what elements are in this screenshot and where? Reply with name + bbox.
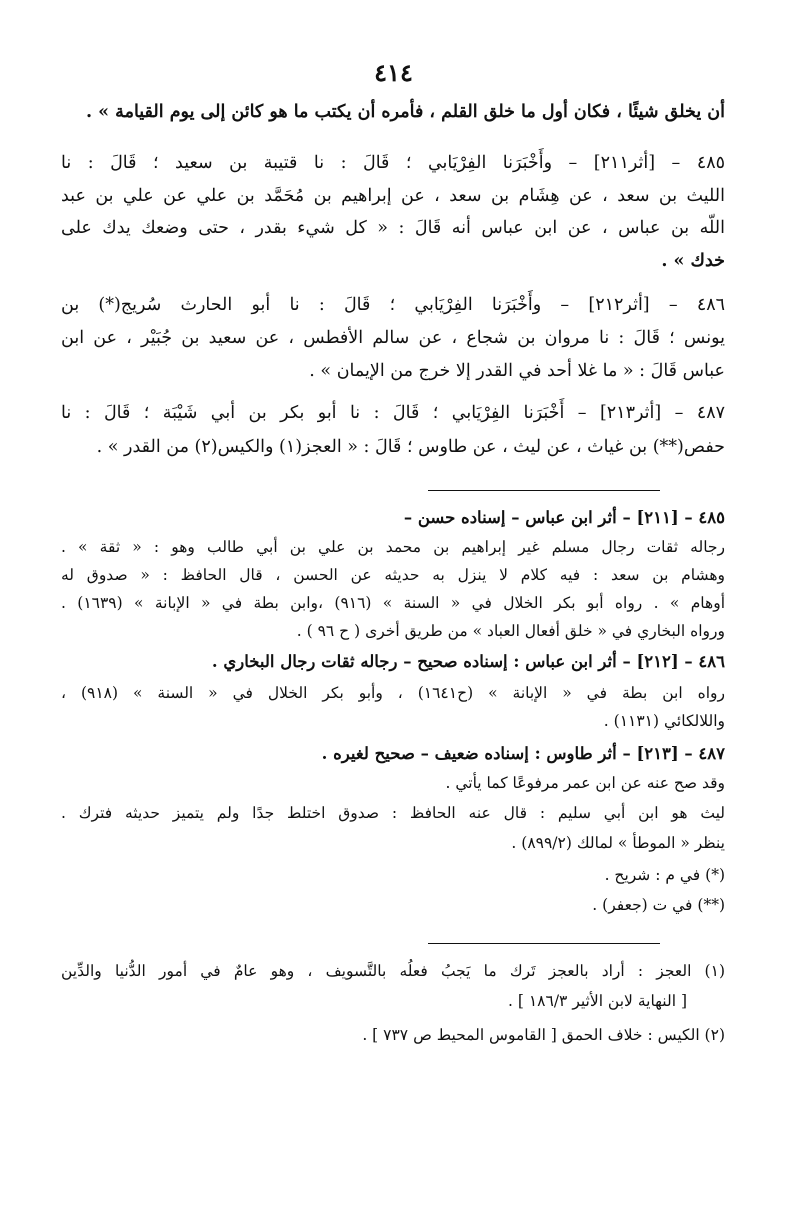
entry-485-line-1: ٤٨٥ – [أثر٢١١] – وأَخْبَرَنا الفِرْيَابي ؛ قَالَ : نا قتيبة بن سعيد ؛ قَالَ : نا [61,153,726,173]
footnote-1: (١) العجز : أراد بالعجز تَرك ما يَجبُ فعلُه بالتَّسويف ، وهو عامٌ في أمور الدُّنيا والدِّين [61,962,725,980]
notes-separator [428,490,660,491]
opening-line: أن يخلق شيئًا ، فكان أول ما خلق القلم ، فأمره أن يكتب ما هو كائن إلى يوم القيامة » . [85,102,725,122]
entry-487-line-2: حفص(**) بن غياث ، عن ليث ، عن طاوس ؛ قَالَ : « العجز(١) والكيس(٢) من القدر » . [96,437,725,457]
note-486-line-1: رواه ابن بطة في « الإبانة » (ح١٦٤١) ، وأبو بكر الخلال في « السنة » (٩١٨) ، [61,684,725,702]
entry-487-line-1: ٤٨٧ – [أثر٢١٣] – أَخْبَرَنا الفِرْيَابي ؛ قَالَ : نا أبو بكر بن أبي شَيْبَة ؛ قَالَ : نا [61,403,726,423]
note-487-line-2: ليث هو ابن أبي سليم : قال عنه الحافظ : صدوق اختلط جدًا ولم يتميز حديثه فترك . [61,804,725,822]
page-number: ٤١٤ [374,58,413,87]
mark-note-2: (**) في ت (جعفر) . [592,896,725,914]
note-487-line-1: وقد صح عنه عن ابن عمر مرفوعًا كما يأتي . [445,774,725,792]
entry-486-line-3: عباس قَالَ : « ما غلا أحد في القدر إلا خرج من الإيمان » . [309,361,725,381]
note-485-heading: ٤٨٥ – [٢١١] – أثر ابن عباس – إسناده حسن – [403,508,725,527]
note-485-line-1: رجاله ثقات رجال مسلم غير إبراهيم بن محمد بن علي بن أبي طالب وهو : « ثقة » . [61,538,725,556]
entry-485-line-4: خدك » . [661,251,725,271]
mark-note-1: (*) في م : شريح . [604,866,725,884]
entry-486-line-2: يونس ؛ قَالَ : نا مروان بن شجاع ، عن سالم الأفطس ، عن سعيد بن جُبَيْر ، عن ابن [61,328,725,348]
entry-486-line-1: ٤٨٦ – [أثر٢١٢] – وأَخْبَرَنا الفِرْيَابي ؛ قَالَ : نا أبو الحارث سُريج(*) بن [61,295,726,315]
footnote-1-source: [ النهاية لابن الأثير ١٨٦/٣ ] . [508,992,687,1010]
note-485-line-4: ورواه البخاري في « خلق أفعال العباد » من طريق أخرى ( ح ٩٦ ) . [296,622,725,640]
note-487-line-3: ينظر « الموطأ » لمالك (٨٩٩/٢) . [511,834,725,852]
note-485-line-3: أوهام » . رواه أبو بكر الخلال في « السنة » (٩١٦) ،وابن بطة في « الإبانة » (١٦٣٩) . [61,594,726,612]
entry-485-line-2: الليث بن سعد ، عن هِشَام بن سعد ، عن إبراهيم بن مُحَمَّد بن علي عن علي بن عبد [61,186,725,206]
note-486-heading: ٤٨٦ – [٢١٢] – أثر ابن عباس : إسناده صحيح – رجاله ثقات رجال البخاري . [211,652,725,671]
note-487-heading: ٤٨٧ – [٢١٣] – أثر طاوس : إسناده ضعيف – صحيح لغيره . [321,744,725,763]
entry-485-line-3: اللّه بن عباس ، عن ابن عباس أنه قَالَ : « كل شيء بقدر ، حتى وضعك يدك على [61,218,725,238]
footnote-separator [428,943,660,944]
note-486-line-2: واللالكائي (١١٣١) . [603,712,725,730]
footnote-2: (٢) الكيس : خلاف الحمق [ القاموس المحيط ص ٧٣٧ ] . [362,1026,725,1044]
note-485-line-2: وهشام بن سعد : فيه كلام لا ينزل به حديثه عن الحسن ، قال الحافظ : « صدوق له [61,566,725,584]
